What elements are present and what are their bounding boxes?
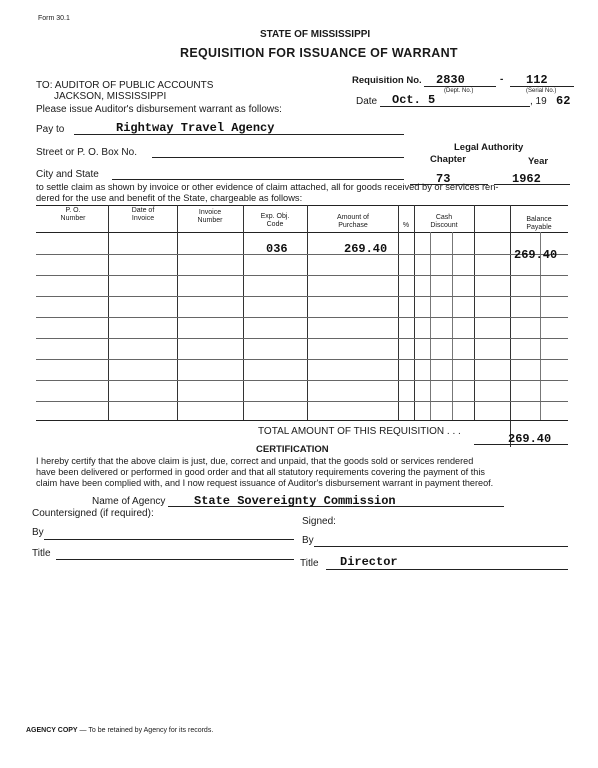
table-header-border xyxy=(36,232,568,233)
signer-title-line xyxy=(326,569,568,570)
footer-agency-copy: AGENCY COPY xyxy=(26,727,78,734)
city-label: City and State xyxy=(36,169,99,180)
col-divider xyxy=(414,205,415,420)
header-percent: % xyxy=(402,222,410,229)
row-exp-code: 036 xyxy=(266,242,288,256)
countersigned-label: Countersigned (if required): xyxy=(32,508,154,519)
settle-text-1: to settle claim as shown by invoice or other evidence of claim attached, all for goods received by or services ren- xyxy=(36,182,499,192)
please-issue-text: Please issue Auditor's disbursement warrant as follows: xyxy=(36,104,282,115)
col-divider xyxy=(510,205,511,447)
settle-text-2: dered for the use and benefit of the State, chargeable as follows: xyxy=(36,193,303,203)
col-divider xyxy=(430,232,431,420)
countersign-by-line xyxy=(44,539,294,540)
total-label: TOTAL AMOUNT OF THIS REQUISITION . . . xyxy=(258,426,461,437)
table-row-line xyxy=(36,275,568,276)
col-divider xyxy=(307,205,308,420)
header-cash-discount: Cash Discount xyxy=(430,214,458,229)
agency-label: Name of Agency xyxy=(92,496,166,507)
footer-retain-text: — To be retained by Agency for its records. xyxy=(77,727,214,734)
form-number: Form 30.1 xyxy=(38,15,70,22)
dept-no-value: 2830 xyxy=(436,73,465,87)
certification-line-2: have been delivered or performed in good order and that all statutory requirements covering the payment of this xyxy=(36,467,485,477)
row-balance: 269.40 xyxy=(514,248,558,262)
countersign-title-label: Title xyxy=(32,548,51,559)
countersign-by-label: By xyxy=(32,527,44,538)
state-heading: STATE OF MISSISSIPPI xyxy=(260,29,371,40)
col-divider xyxy=(243,205,244,420)
col-divider xyxy=(108,205,109,420)
table-row-line xyxy=(36,317,568,318)
signer-by-line xyxy=(314,546,568,547)
city-line xyxy=(112,179,404,180)
certification-line-1: I hereby certify that the above claim is just, due, correct and unpaid, that the goods sold or services rendered xyxy=(36,456,474,466)
col-divider xyxy=(177,205,178,420)
serial-no-value: 112 xyxy=(526,73,548,87)
to-line-2: JACKSON, MISSISSIPPI xyxy=(54,91,167,102)
header-po-number: P. O. Number xyxy=(60,207,86,222)
header-balance-payable: Balance Payable xyxy=(526,216,552,231)
header-date-of-invoice: Date of Invoice xyxy=(131,207,155,222)
certification-title: CERTIFICATION xyxy=(256,444,329,455)
form-title: REQUISITION FOR ISSUANCE OF WARRANT xyxy=(180,46,458,60)
signer-by-label: By xyxy=(302,535,314,546)
table-row-line xyxy=(36,359,568,360)
footer-note xyxy=(26,727,213,734)
signer-title-label: Title xyxy=(300,558,319,569)
legal-authority-title: Legal Authority xyxy=(454,142,524,153)
table-row-line xyxy=(36,380,568,381)
street-label: Street or P. O. Box No. xyxy=(36,147,137,158)
total-value: 269.40 xyxy=(508,432,552,446)
row-amount: 269.40 xyxy=(344,242,388,256)
year-value: 62 xyxy=(556,94,571,108)
year-prefix: , 19 xyxy=(530,96,547,107)
serial-no-caption: (Serial No.) xyxy=(526,88,557,94)
date-value: Oct. 5 xyxy=(392,93,436,107)
header-exp-obj-code: Exp. Obj. Code xyxy=(260,213,290,228)
signed-label: Signed: xyxy=(302,516,336,527)
pay-to-value: Rightway Travel Agency xyxy=(116,121,275,135)
year-label: Year xyxy=(528,156,549,167)
header-invoice-number: Invoice Number xyxy=(197,209,223,224)
col-divider xyxy=(398,205,399,420)
street-line xyxy=(152,157,404,158)
col-divider xyxy=(452,232,453,420)
table-row-line xyxy=(36,296,568,297)
chapter-label: Chapter xyxy=(430,154,466,165)
year-authority-value: 1962 xyxy=(512,172,541,186)
requisition-label: Requisition No. xyxy=(352,75,422,86)
agency-value: State Sovereignty Commission xyxy=(194,494,396,508)
date-label: Date xyxy=(356,96,378,107)
header-amount-of-purchase: Amount of Purchase xyxy=(337,214,369,229)
requisition-dash: - xyxy=(500,74,504,85)
certification-line-3: claim have been complied with, and I now request issuance of Auditor's disbursement warrant in payment thereof. xyxy=(36,478,494,488)
table-row-line xyxy=(36,254,568,255)
table-bottom-border xyxy=(36,420,568,421)
chapter-value: 73 xyxy=(436,172,451,186)
pay-to-label: Pay to xyxy=(36,124,65,135)
countersign-title-line xyxy=(56,559,294,560)
col-divider xyxy=(474,205,475,420)
table-row-line xyxy=(36,401,568,402)
to-line-1: TO: AUDITOR OF PUBLIC ACCOUNTS xyxy=(36,80,214,91)
dept-no-caption: (Dept. No.) xyxy=(444,88,474,94)
table-top-border xyxy=(36,205,568,206)
table-row-line xyxy=(36,338,568,339)
signer-title-value: Director xyxy=(340,555,398,569)
